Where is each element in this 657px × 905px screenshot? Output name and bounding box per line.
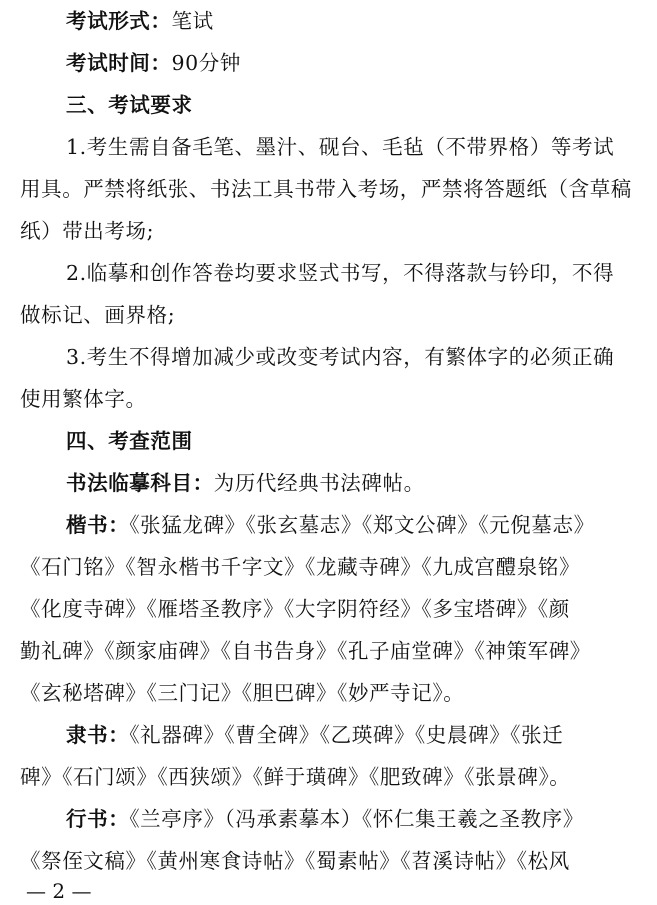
lishu-label: 隶书： bbox=[66, 723, 130, 747]
page-number: — 2 — bbox=[26, 879, 92, 903]
exam-form-line bbox=[66, 7, 640, 35]
section3-line-3: 纸）带出考场; bbox=[20, 219, 155, 243]
lishu-line-1 bbox=[66, 721, 640, 749]
subject-line bbox=[66, 469, 640, 497]
exam-time-value: 90分钟 bbox=[171, 51, 241, 75]
subject-value: 为历代经典书法碑帖。 bbox=[213, 471, 425, 495]
xingshu-text-1: 《兰亭序》（冯承素摹本）《怀仁集王羲之圣教序》 bbox=[129, 807, 584, 831]
kaishu-label: 楷书： bbox=[66, 513, 130, 537]
lishu-line-2: 碑》《石门颂》《西狭颂》《鲜于璜碑》《肥致碑》《张景碑》。 bbox=[20, 765, 571, 789]
section3-line-2: 用具。严禁将纸张、书法工具书带入考场，严禁将答题纸（含草稿 bbox=[20, 177, 632, 201]
subject-label: 书法临摹科目： bbox=[66, 471, 214, 495]
lishu-text-1: 《礼器碑》《曹全碑》《乙瑛碑》《史晨碑》《张迁 bbox=[129, 723, 564, 747]
kaishu-line-5: 《玄秘塔碑》《三门记》《胆巴碑》《妙严寺记》。 bbox=[20, 681, 465, 705]
kaishu-line-4: 勤礼碑》《颜家庙碑》《自书告身》《孔子庙堂碑》《神策军碑》 bbox=[20, 639, 591, 663]
section3-line-1: 1.考生需自备毛笔、墨汁、砚台、毛毡（不带界格）等考试 bbox=[66, 135, 615, 159]
kaishu-text-1: 《张猛龙碑》《张玄墓志》《郑文公碑》《元倪墓志》 bbox=[129, 513, 595, 537]
kaishu-line-3: 《化度寺碑》《雁塔圣教序》《大字阴符经》《多宝塔碑》《颜 bbox=[20, 597, 570, 621]
section3-line-5: 做标记、画界格; bbox=[20, 303, 176, 327]
xingshu-line-1 bbox=[66, 805, 640, 833]
xingshu-line-2: 《祭侄文稿》《黄州寒食诗帖》《蜀素帖》《苕溪诗帖》《松风 bbox=[20, 849, 570, 873]
exam-time-line bbox=[66, 49, 640, 77]
exam-form-label: 考试形式： bbox=[66, 9, 172, 33]
section4-heading: 四、考查范围 bbox=[66, 429, 193, 453]
section3-heading: 三、考试要求 bbox=[66, 93, 193, 117]
xingshu-label: 行书： bbox=[66, 807, 130, 831]
kaishu-line-2: 《石门铭》《智永楷书千字文》《龙藏寺碑》《九成宫醴泉铭》 bbox=[20, 555, 581, 579]
kaishu-line-1 bbox=[66, 511, 640, 539]
section3-line-4: 2.临摹和创作答卷均要求竖式书写，不得落款与钤印，不得 bbox=[66, 261, 615, 285]
exam-time-label: 考试时间： bbox=[66, 51, 172, 75]
section3-line-6: 3.考生不得增加减少或改变考试内容，有繁体字的必须正确 bbox=[66, 345, 615, 369]
section3-line-7: 使用繁体字。 bbox=[20, 387, 147, 411]
exam-form-value: 笔试 bbox=[171, 9, 214, 33]
